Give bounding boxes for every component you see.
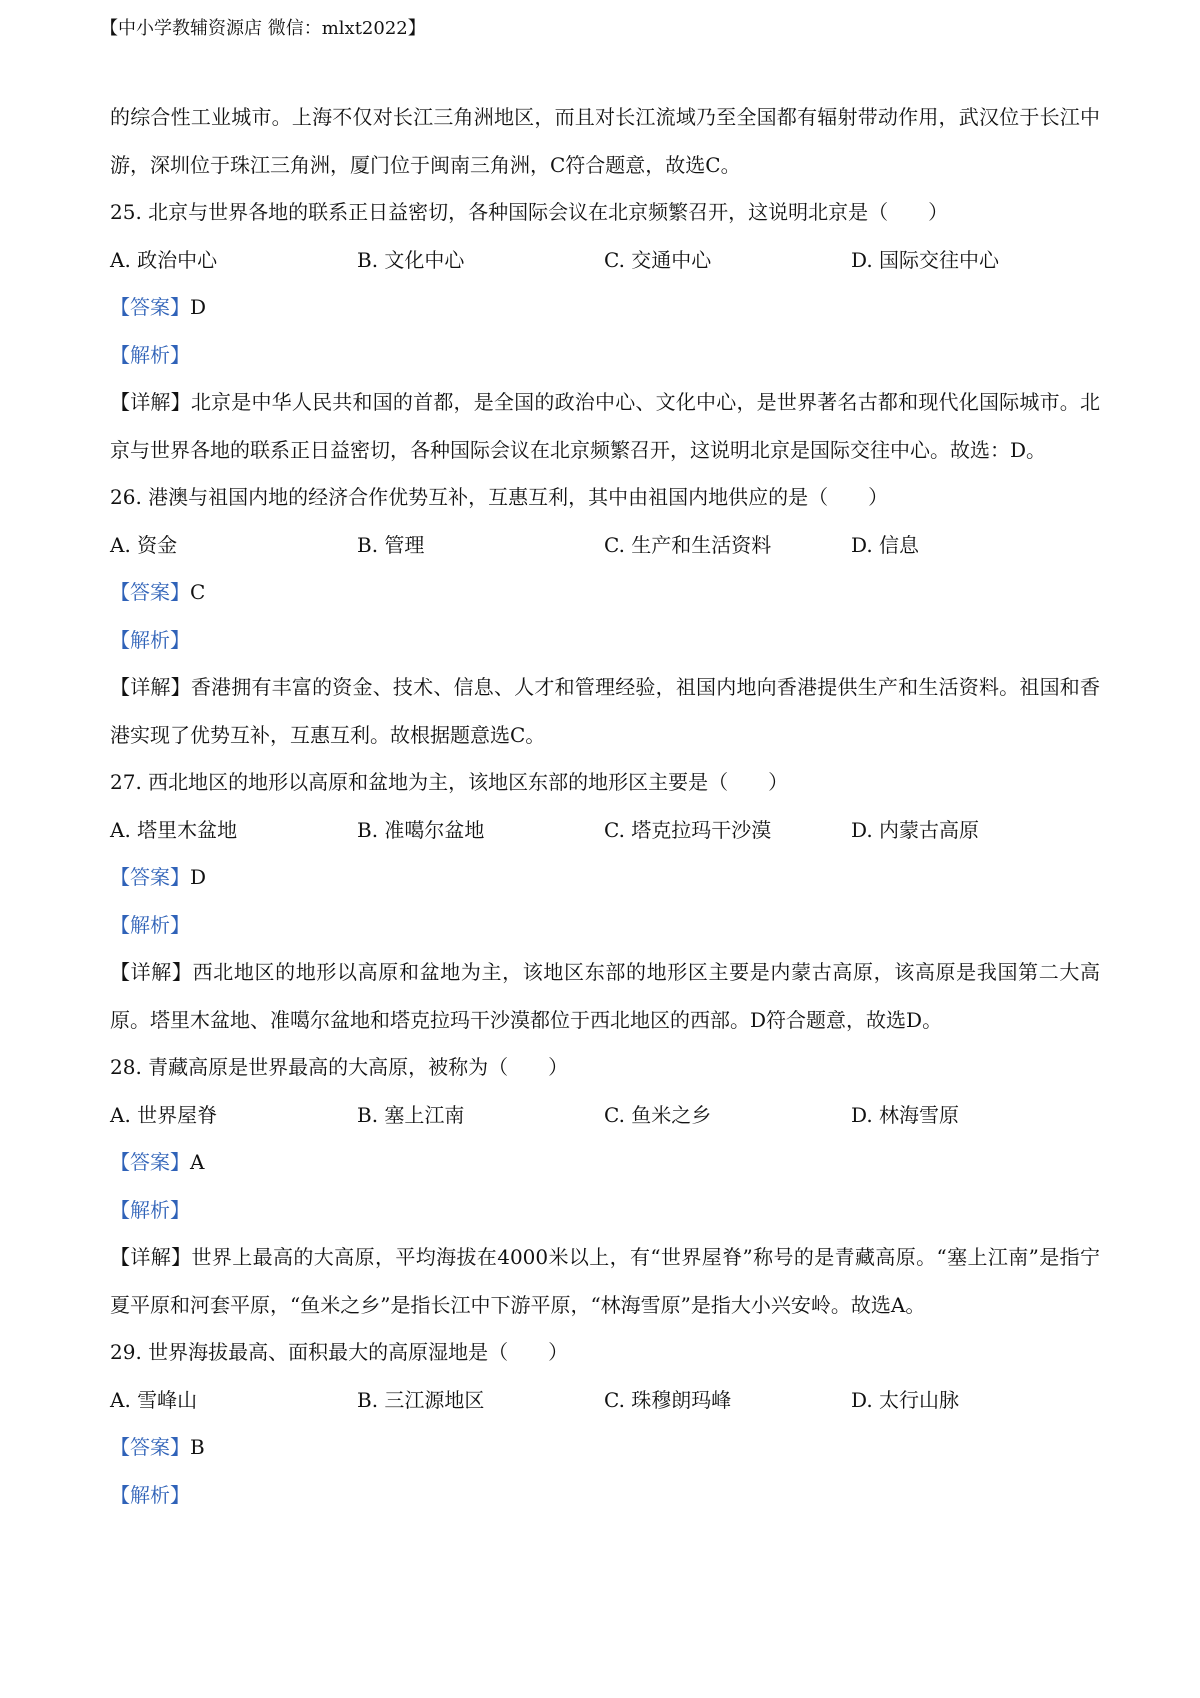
option-a: A. 塔里木盆地 xyxy=(110,817,238,842)
option-c: C. 塔克拉玛干沙漠 xyxy=(604,817,772,842)
detail-paragraph xyxy=(110,379,1100,474)
option-row xyxy=(110,1092,1100,1140)
analysis-tag: 【解析】 xyxy=(110,912,190,937)
option-row xyxy=(110,1377,1100,1425)
question-26 xyxy=(110,474,1100,759)
option-b: B. 准噶尔盆地 xyxy=(357,817,485,842)
detail-tag: 【详解】 xyxy=(110,1245,192,1269)
detail-paragraph xyxy=(110,1234,1100,1329)
option-a: A. 政治中心 xyxy=(110,247,218,272)
option-b: B. 三江源地区 xyxy=(357,1387,485,1412)
answer-value: D xyxy=(190,295,207,319)
analysis-line xyxy=(110,332,1100,380)
detail-text: 西北地区的地形以高原和盆地为主，该地区东部的地形区主要是内蒙古高原，该高原是我国第二大高原。塔里木盆地、准噶尔盆地和塔克拉玛干沙漠都位于西北地区的西部。D符合题意，故选D。 xyxy=(110,960,1101,1032)
option-d: D. 太行山脉 xyxy=(851,1387,960,1412)
option-d: D. 信息 xyxy=(851,532,920,557)
detail-text: 北京是中华人民共和国的首都，是全国的政治中心、文化中心，是世界著名古都和现代化国际城市。北京与世界各地的联系正日益密切，各种国际会议在北京频繁召开，这说明北京是国际交往中心。故选：D。 xyxy=(110,390,1101,462)
option-c: C. 生产和生活资料 xyxy=(604,532,772,557)
option-row xyxy=(110,522,1100,570)
answer-value: A xyxy=(190,1150,205,1174)
answer-value: B xyxy=(190,1435,205,1459)
option-b: B. 文化中心 xyxy=(357,247,465,272)
answer-tag: 【答案】 xyxy=(110,1150,190,1174)
answer-line xyxy=(110,1139,1100,1187)
document-body xyxy=(110,94,1100,1519)
question-25 xyxy=(110,189,1100,474)
answer-tag: 【答案】 xyxy=(110,295,190,319)
analysis-tag: 【解析】 xyxy=(110,1197,190,1222)
option-a: A. 世界屋脊 xyxy=(110,1102,218,1127)
option-a: A. 资金 xyxy=(110,532,178,557)
answer-line xyxy=(110,284,1100,332)
option-a: A. 雪峰山 xyxy=(110,1387,198,1412)
option-c: C. 鱼米之乡 xyxy=(604,1102,712,1127)
analysis-line xyxy=(110,1187,1100,1235)
option-b: B. 塞上江南 xyxy=(357,1102,465,1127)
answer-line xyxy=(110,569,1100,617)
detail-tag: 【详解】 xyxy=(110,960,193,984)
answer-tag: 【答案】 xyxy=(110,1435,190,1459)
analysis-tag: 【解析】 xyxy=(110,342,190,367)
question-stem: 28. 青藏高原是世界最高的大高原，被称为（ ） xyxy=(110,1055,569,1079)
answer-line xyxy=(110,854,1100,902)
analysis-tag: 【解析】 xyxy=(110,1482,190,1507)
question-29 xyxy=(110,1329,1100,1519)
question-27 xyxy=(110,759,1100,1044)
option-b: B. 管理 xyxy=(357,532,425,557)
analysis-line xyxy=(110,617,1100,665)
option-d: D. 内蒙古高原 xyxy=(851,817,980,842)
question-stem: 26. 港澳与祖国内地的经济合作优势互补，互惠互利，其中由祖国内地供应的是（ ） xyxy=(110,485,889,509)
question-28 xyxy=(110,1044,1100,1329)
detail-tag: 【详解】 xyxy=(110,390,191,414)
answer-value: C xyxy=(190,580,206,604)
answer-tag: 【答案】 xyxy=(110,865,190,889)
question-stem: 27. 西北地区的地形以高原和盆地为主，该地区东部的地形区主要是（ ） xyxy=(110,770,789,794)
question-stem: 25. 北京与世界各地的联系正日益密切，各种国际会议在北京频繁召开，这说明北京是（ ） xyxy=(110,200,949,224)
answer-value: D xyxy=(190,865,207,889)
option-row xyxy=(110,237,1100,285)
answer-tag: 【答案】 xyxy=(110,580,190,604)
source-watermark: 【中小学教辅资源店 微信：mlxt2022】 xyxy=(100,18,426,39)
detail-tag: 【详解】 xyxy=(110,675,191,699)
option-d: D. 国际交往中心 xyxy=(851,247,1000,272)
answer-line xyxy=(110,1424,1100,1472)
option-c: C. 珠穆朗玛峰 xyxy=(604,1387,732,1412)
option-row xyxy=(110,807,1100,855)
analysis-tag: 【解析】 xyxy=(110,627,190,652)
question-stem: 29. 世界海拔最高、面积最大的高原湿地是（ ） xyxy=(110,1340,569,1364)
detail-paragraph xyxy=(110,664,1100,759)
detail-text: 世界上最高的大高原，平均海拔在4000米以上，有“世界屋脊”称号的是青藏高原。“塞上江南”是指宁夏平原和河套平原，“鱼米之乡”是指长江中下游平原，“林海雪原”是指大小兴安岭。故选A。 xyxy=(110,1245,1101,1317)
analysis-line xyxy=(110,1472,1100,1520)
analysis-line xyxy=(110,902,1100,950)
option-d: D. 林海雪原 xyxy=(851,1102,960,1127)
intro-paragraph: 的综合性工业城市。上海不仅对长江三角洲地区，而且对长江流域乃至全国都有辐射带动作用，武汉位于长江中游，深圳位于珠江三角洲，厦门位于闽南三角洲，C符合题意，故选C。 xyxy=(110,105,1100,177)
option-c: C. 交通中心 xyxy=(604,247,712,272)
detail-paragraph xyxy=(110,949,1100,1044)
detail-text: 香港拥有丰富的资金、技术、信息、人才和管理经验，祖国内地向香港提供生产和生活资料。祖国和香港实现了优势互补，互惠互利。故根据题意选C。 xyxy=(110,675,1101,747)
